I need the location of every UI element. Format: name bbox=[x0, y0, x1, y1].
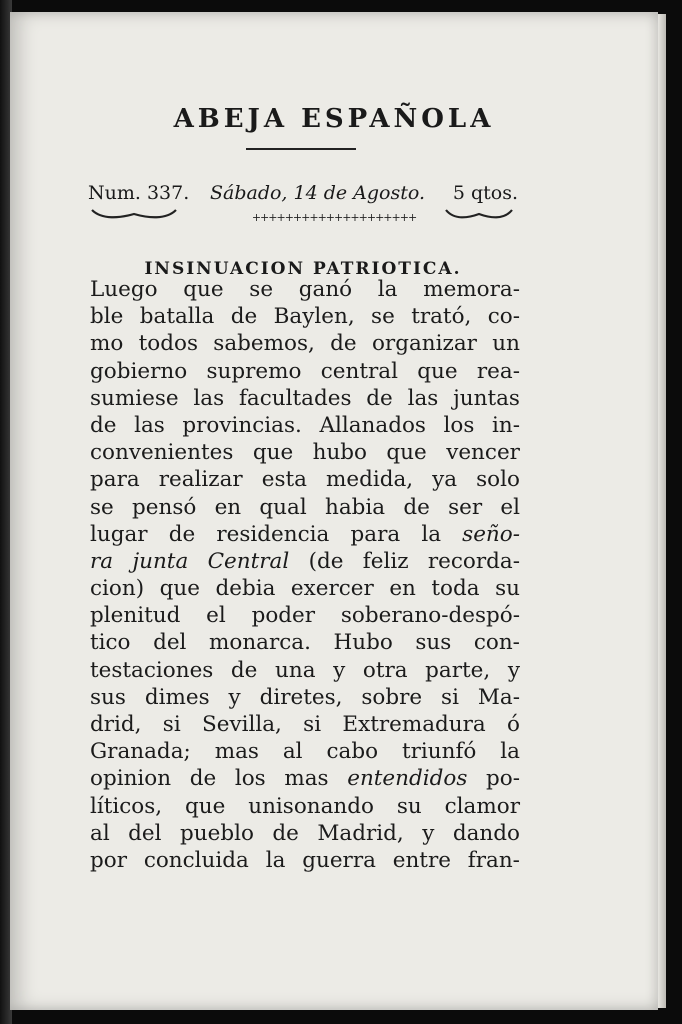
word: el bbox=[500, 494, 520, 520]
word: batalla bbox=[139, 304, 215, 330]
word: drid, bbox=[90, 712, 142, 737]
word: y bbox=[507, 657, 520, 683]
word: que bbox=[159, 576, 200, 602]
word: sumiese bbox=[90, 385, 179, 411]
word: plenitud bbox=[90, 603, 181, 629]
word: tico bbox=[90, 630, 131, 656]
word: opinion bbox=[90, 766, 172, 792]
text-line bbox=[90, 494, 520, 521]
text-line bbox=[90, 575, 520, 602]
section-title: INSINUACION PATRIOTICA. bbox=[144, 259, 462, 279]
text-line bbox=[90, 330, 520, 357]
word: in- bbox=[491, 412, 520, 438]
word: debia bbox=[215, 576, 276, 602]
word: lugar bbox=[90, 521, 148, 547]
word: dimes bbox=[144, 684, 210, 710]
word: de bbox=[403, 494, 430, 520]
word: guerra bbox=[302, 847, 376, 873]
issue-price: 5 qtos. bbox=[452, 182, 518, 204]
word: supremo bbox=[206, 358, 302, 384]
text-line bbox=[90, 358, 520, 385]
word: del bbox=[153, 630, 187, 656]
word: sabemos, bbox=[213, 331, 315, 357]
word: rea- bbox=[476, 358, 520, 384]
text-line bbox=[90, 847, 520, 874]
word: que bbox=[417, 358, 458, 384]
word: los bbox=[234, 766, 266, 792]
word: co- bbox=[487, 304, 520, 330]
word: si bbox=[162, 712, 181, 737]
word: las bbox=[407, 385, 439, 411]
word: los bbox=[443, 412, 475, 438]
word: por bbox=[90, 847, 127, 873]
title-divider bbox=[246, 148, 356, 150]
word: Central bbox=[207, 548, 290, 574]
word: triunfó bbox=[401, 739, 477, 765]
word: solo bbox=[476, 467, 520, 493]
word: recorda- bbox=[427, 548, 520, 574]
word: Allanados bbox=[319, 412, 426, 438]
word: pueblo bbox=[180, 820, 254, 846]
word: memora- bbox=[423, 277, 520, 302]
word: ó bbox=[507, 712, 520, 737]
word: entre bbox=[392, 847, 451, 873]
word: su bbox=[396, 793, 422, 819]
word: para bbox=[90, 467, 140, 493]
word: medida, bbox=[325, 467, 414, 493]
word: cion) bbox=[90, 576, 145, 602]
word: dando bbox=[452, 820, 520, 846]
word: diretes, bbox=[259, 684, 343, 710]
word: el bbox=[206, 603, 226, 629]
word: Granada; bbox=[90, 739, 191, 765]
word: Luego bbox=[90, 277, 158, 302]
word: provincias. bbox=[182, 412, 302, 438]
word: que bbox=[185, 793, 226, 819]
word: clamor bbox=[444, 793, 520, 819]
word: unisonando bbox=[248, 793, 374, 819]
word: la bbox=[265, 847, 286, 873]
word: poder bbox=[251, 603, 316, 629]
word: en bbox=[389, 576, 416, 602]
word: exercer bbox=[290, 576, 374, 602]
word: que bbox=[183, 277, 224, 302]
document-page bbox=[10, 12, 658, 1010]
word: organizar bbox=[371, 331, 477, 357]
text-line bbox=[90, 684, 520, 711]
word: de bbox=[90, 412, 117, 438]
text-line bbox=[90, 711, 520, 738]
word: otra bbox=[362, 657, 408, 683]
word: residencia bbox=[216, 521, 330, 547]
text-line bbox=[90, 385, 520, 412]
word: de bbox=[272, 820, 299, 846]
word: realizar bbox=[158, 467, 243, 493]
issue-date: Sábado, 14 de Agosto. bbox=[210, 182, 426, 204]
issue-line bbox=[88, 182, 518, 208]
word: mas bbox=[284, 766, 329, 792]
word: central bbox=[320, 358, 398, 384]
word: sobre bbox=[361, 684, 423, 710]
body-text bbox=[90, 276, 520, 874]
word: concluida bbox=[143, 847, 249, 873]
word: al bbox=[90, 820, 110, 846]
word: convenientes bbox=[90, 440, 234, 466]
text-line bbox=[90, 738, 520, 765]
word: Extremadura bbox=[342, 712, 486, 737]
word: esta bbox=[261, 467, 307, 493]
text-line bbox=[90, 276, 520, 303]
word: fran- bbox=[467, 847, 520, 873]
word: y bbox=[228, 684, 241, 710]
word: cabo bbox=[326, 739, 379, 765]
word: Baylen, bbox=[273, 304, 355, 330]
text-line bbox=[90, 820, 520, 847]
word: monarca. bbox=[208, 630, 311, 656]
word: que bbox=[252, 440, 294, 466]
word: que bbox=[386, 440, 427, 466]
word: y bbox=[422, 820, 435, 846]
text-line bbox=[90, 466, 520, 493]
word: todos bbox=[138, 331, 198, 357]
word: feliz bbox=[362, 548, 409, 574]
text-line bbox=[90, 412, 520, 439]
text-line bbox=[90, 548, 520, 575]
word: habia bbox=[324, 494, 386, 520]
text-line bbox=[90, 629, 520, 656]
word: un bbox=[492, 331, 520, 357]
word: po- bbox=[486, 766, 520, 792]
word: ra bbox=[90, 548, 114, 574]
word: del bbox=[128, 820, 162, 846]
word: Hubo bbox=[333, 630, 393, 656]
word: soberano-despó- bbox=[340, 603, 520, 629]
word: ble bbox=[90, 304, 124, 330]
word: ganó bbox=[298, 277, 353, 302]
word: Sevilla, bbox=[202, 712, 282, 737]
text-line bbox=[90, 765, 520, 792]
word: facultades bbox=[238, 385, 352, 411]
word: seño- bbox=[462, 521, 520, 547]
word: líticos, bbox=[90, 793, 163, 819]
word: toda bbox=[431, 576, 480, 602]
word: si bbox=[441, 684, 459, 710]
word: sus bbox=[90, 684, 126, 710]
word: (de bbox=[308, 548, 344, 574]
word: la bbox=[377, 277, 398, 302]
word: de bbox=[230, 304, 258, 330]
word: ya bbox=[432, 467, 458, 493]
word: una bbox=[275, 657, 316, 683]
text-line bbox=[90, 793, 520, 820]
word: Ma- bbox=[477, 684, 520, 710]
word: si bbox=[303, 712, 322, 737]
word: hubo bbox=[312, 440, 367, 466]
word: trató, bbox=[411, 304, 472, 330]
word: qual bbox=[259, 494, 307, 520]
word: las bbox=[193, 385, 225, 411]
word: pensó bbox=[132, 494, 197, 520]
word: sus bbox=[415, 630, 452, 656]
word: juntas bbox=[453, 385, 520, 411]
word: la bbox=[421, 521, 442, 547]
word: de bbox=[168, 521, 196, 547]
issue-number: Num. 337. bbox=[88, 182, 190, 204]
word: junta bbox=[132, 548, 189, 574]
text-line bbox=[90, 657, 520, 684]
word: en bbox=[214, 494, 242, 520]
text-line bbox=[90, 521, 520, 548]
word: Madrid, bbox=[317, 820, 404, 846]
page-title: ABEJA ESPAÑOLA bbox=[173, 104, 495, 134]
word: para bbox=[350, 521, 401, 547]
word: parte, bbox=[425, 657, 491, 683]
word: vencer bbox=[446, 440, 520, 466]
word: entendidos bbox=[347, 766, 468, 792]
word: se bbox=[90, 494, 114, 520]
word: con- bbox=[473, 630, 520, 656]
word: se bbox=[249, 277, 274, 302]
text-line bbox=[90, 602, 520, 629]
word: testaciones bbox=[90, 657, 214, 683]
word: al bbox=[282, 739, 303, 765]
ornament-row: ++++++++++++++++++++ bbox=[251, 211, 417, 224]
word: y bbox=[333, 657, 346, 683]
word: ser bbox=[448, 494, 483, 520]
word: de bbox=[330, 331, 357, 357]
word: las bbox=[134, 412, 165, 438]
text-line bbox=[90, 439, 520, 466]
word: de bbox=[189, 766, 217, 792]
text-line bbox=[90, 303, 520, 330]
word: de bbox=[230, 657, 258, 683]
word: su bbox=[495, 576, 520, 602]
word: la bbox=[500, 739, 520, 765]
word: mo bbox=[90, 331, 124, 357]
word: se bbox=[371, 304, 395, 330]
word: mas bbox=[214, 739, 259, 765]
word: de bbox=[366, 385, 393, 411]
word: gobierno bbox=[90, 358, 188, 384]
